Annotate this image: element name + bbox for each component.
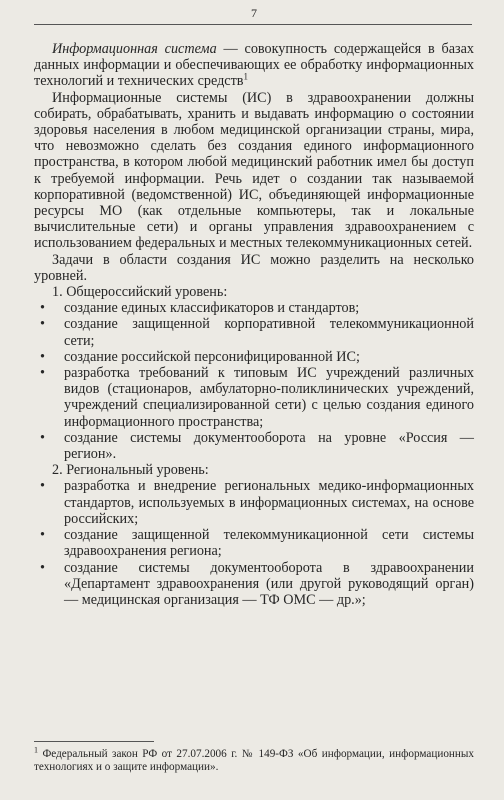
list-item-text: создание системы документооборота на уровне «Россия — регион». bbox=[64, 429, 474, 463]
list-item bbox=[34, 560, 474, 609]
bullet-icon: • bbox=[40, 478, 45, 495]
level-heading: 1. Общероссийский уровень: bbox=[52, 284, 228, 301]
list-item-text: создание защищенной корпоративной телекоммуникационной сети; bbox=[64, 316, 474, 349]
bullet-icon: • bbox=[40, 300, 45, 317]
bullet-icon: • bbox=[40, 365, 45, 382]
bullet-icon: • bbox=[40, 429, 45, 446]
header-rule bbox=[34, 24, 472, 25]
level-1-list bbox=[34, 300, 474, 462]
list-item bbox=[34, 478, 474, 527]
paragraph: Задачи в области создания ИС можно разделить на несколько уровней. bbox=[34, 251, 474, 284]
list-item-text: создание системы документооборота в здравоохранении «Департамент здравоохранения (или другой руководящий орган) — медицинская организация — ТФ ОМС — др.»; bbox=[64, 559, 474, 608]
paragraph: Информационные системы (ИС) в здравоохранении должны собирать, обрабатывать, хранить и выдавать информацию о состоянии здоровья населения в любом медицинской организации страны, мира, что невозможно сделать без создания единого информационного пространства, в котором любой медицинский работник имел бы доступ к требуемой информации. Речь идет о создании так называемой корпоративной (ведомственной) ИС, объединяющей информационные ресурсы МО (как отдельные компьютеры, так и локальные вычислительные сети) и органы управления здравоохранением с использованием федеральных и местных телекоммуникационных сетей. bbox=[34, 89, 474, 252]
footnote bbox=[34, 745, 474, 775]
footnote-mark: 1 bbox=[34, 745, 38, 755]
list-item-text: создание российской персонифицированной ИС; bbox=[64, 348, 360, 365]
level-2-list bbox=[34, 478, 474, 608]
list-item bbox=[34, 349, 474, 365]
defined-term: Информационная система bbox=[52, 41, 217, 57]
list-item-text: создание единых классификаторов и стандартов; bbox=[64, 300, 360, 317]
bullet-icon: • bbox=[40, 316, 45, 333]
definition-text: — совокупность содержащейся в базах данных информации и обеспечивающих ее обработку информационных технологий и технических средств bbox=[34, 41, 475, 90]
footnote-text: Федеральный закон РФ от 27.07.2006 г. № 149-ФЗ «Об информации, информационных технологиях и о защите информации». bbox=[34, 748, 474, 774]
bullet-icon: • bbox=[40, 527, 45, 544]
list-item bbox=[34, 527, 474, 559]
definition-paragraph bbox=[34, 41, 474, 90]
list-item bbox=[34, 300, 474, 316]
list-item-text: разработка и внедрение региональных медико-информационных стандартов, используемых в информационных системах, на основе российских; bbox=[64, 478, 474, 527]
footnote-reference: 1 bbox=[243, 71, 248, 82]
list-item bbox=[34, 430, 474, 462]
bullet-icon: • bbox=[40, 559, 45, 576]
list-item-text: разработка требований к типовым ИС учреждений различных видов (стационаров, амбулаторно-поликлинических учреждений, учреждений специализированной сети) с целью создания единого информационного пространства; bbox=[64, 365, 474, 430]
bullet-icon: • bbox=[40, 348, 45, 365]
list-item-text: создание защищенной телекоммуникационной сети системы здравоохранения региона; bbox=[64, 527, 474, 560]
main-text bbox=[34, 41, 474, 608]
list-item bbox=[34, 316, 474, 348]
level-heading: 2. Региональный уровень: bbox=[52, 462, 209, 479]
page-number: 7 bbox=[251, 6, 257, 20]
footnote-rule bbox=[34, 741, 154, 742]
list-item bbox=[34, 365, 474, 430]
